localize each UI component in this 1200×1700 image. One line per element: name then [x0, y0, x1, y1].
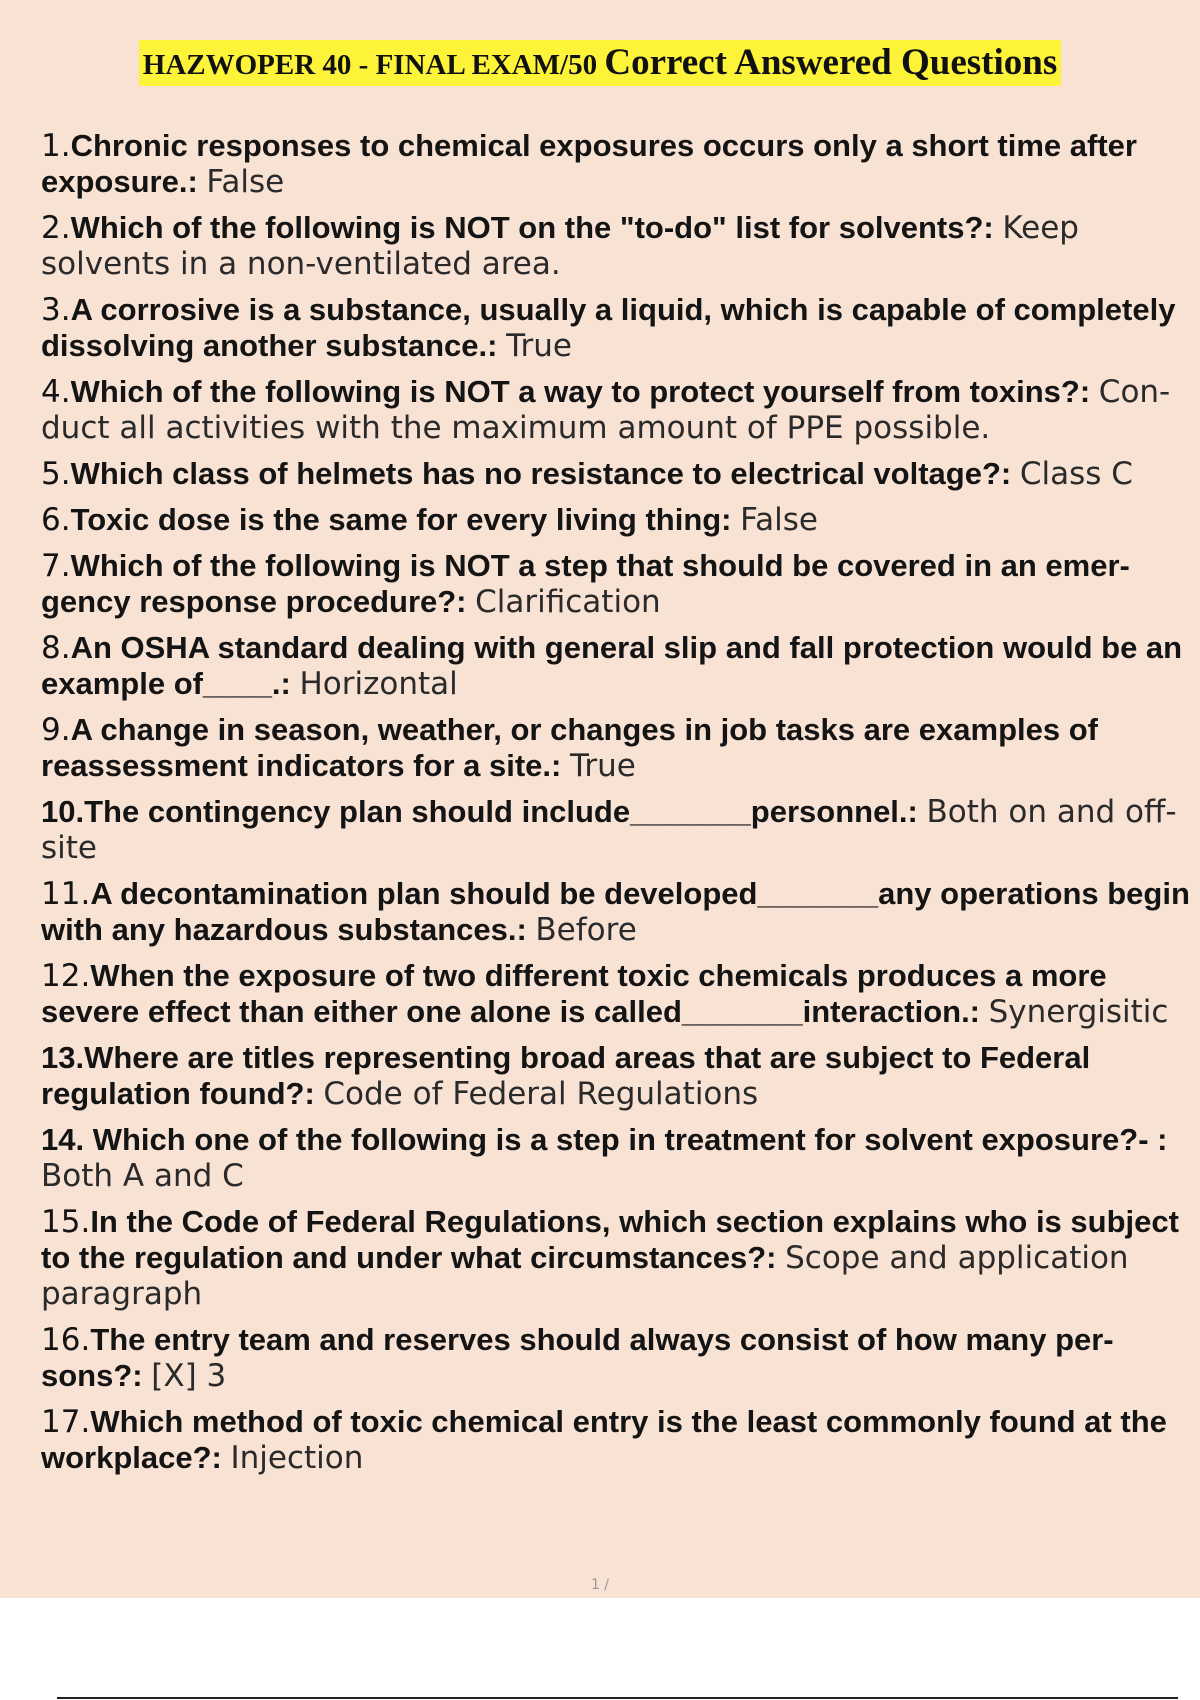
question-number: 4. — [41, 374, 71, 410]
question-answer: Keep solvents in a non-ventilated area. — [41, 210, 1079, 282]
question-item — [41, 1204, 1193, 1312]
title-part-1: HAZWOPER 40 - FINAL EXAM/50 — [142, 49, 605, 81]
question-answer: Injection — [230, 1440, 364, 1476]
question-item — [41, 1040, 1193, 1112]
bottom-divider — [57, 1697, 1178, 1699]
question-text: Which of the following is NOT a step that should be covered in an emer- gency response procedure?: — [41, 548, 1130, 619]
question-text: Which method of toxic chemical entry is the least commonly found at the workplace?: — [41, 1404, 1167, 1475]
page-number: 1 / — [590, 1577, 610, 1593]
question-text: Chronic responses to chemical exposures occurs only a short time after exposure.: — [41, 128, 1137, 199]
question-text: The entry team and reserves should always consist of how many per- sons?: — [41, 1322, 1114, 1393]
question-number: 3. — [41, 292, 71, 328]
question-number: 6. — [41, 502, 71, 538]
question-number: 15. — [41, 1204, 91, 1240]
question-text: An OSHA standard dealing with general slip and fall protection would be an example of____.: — [41, 630, 1183, 701]
question-answer: Synergisitic — [988, 994, 1169, 1030]
question-item — [41, 794, 1193, 866]
title-part-2: Correct Answered Questions — [604, 42, 1058, 83]
question-number: 13. — [41, 1040, 85, 1075]
question-item — [41, 128, 1193, 200]
question-answer: Con- duct all activities with the maximum amount of PPE possible. — [41, 374, 1171, 446]
question-item — [41, 630, 1193, 702]
question-answer: Code of Federal Regulations — [323, 1076, 759, 1112]
question-item — [41, 712, 1193, 784]
question-answer: Class C — [1019, 456, 1133, 492]
question-text: A corrosive is a substance, usually a liquid, which is capable of completely dissolving another substance.: — [41, 292, 1176, 363]
question-answer: True — [569, 748, 636, 784]
question-answer: Scope and application paragraph — [41, 1240, 1129, 1312]
question-number: 12. — [41, 958, 91, 994]
question-item — [41, 456, 1193, 492]
question-item — [41, 210, 1193, 282]
question-number: 5. — [41, 456, 71, 492]
question-number: 7. — [41, 548, 71, 584]
question-item — [41, 1122, 1193, 1194]
question-answer: Horizontal — [299, 666, 458, 702]
question-answer: [X] 3 — [151, 1358, 227, 1394]
question-item — [41, 876, 1193, 948]
question-number: 9. — [41, 712, 71, 748]
question-number: 1. — [41, 128, 71, 164]
question-text: Where are titles representing broad areas that are subject to Federal regulation found?: — [41, 1040, 1091, 1111]
question-item — [41, 1404, 1193, 1476]
question-number: 10. — [41, 794, 85, 829]
question-text: A decontamination plan should be developed_______any operations begin with any hazardous substances.: — [41, 876, 1190, 947]
question-number: 2. — [41, 210, 71, 246]
question-answer: Before — [535, 912, 637, 948]
question-text: Which of the following is NOT a way to protect yourself from toxins?: — [70, 374, 1099, 409]
question-number: 14. — [41, 1122, 85, 1157]
question-list — [41, 128, 1193, 1486]
question-text: When the exposure of two different toxic chemicals produces a more severe effect than either one alone is called_______interaction.: — [41, 958, 1107, 1029]
question-answer: False — [740, 502, 818, 538]
question-text: In the Code of Federal Regulations, which section explains who is subject to the regulation and under what circumstances?: — [41, 1204, 1179, 1275]
question-text: A change in season, weather, or changes in job tasks are examples of reassessment indicators for a site.: — [41, 712, 1098, 783]
question-item — [41, 548, 1193, 620]
question-item — [41, 1322, 1193, 1394]
question-item — [41, 958, 1193, 1030]
question-item — [41, 292, 1193, 364]
question-number: 17. — [41, 1404, 91, 1440]
question-text: Which of the following is NOT on the "to-do" list for solvents?: — [70, 210, 1003, 245]
question-item — [41, 502, 1193, 538]
page-title — [139, 40, 1061, 86]
question-answer: True — [506, 328, 572, 364]
question-text: The contingency plan should include_______personnel.: — [84, 794, 927, 829]
question-item — [41, 374, 1193, 446]
question-answer: False — [206, 164, 285, 200]
title-row — [0, 40, 1200, 86]
question-answer: Both A and C — [41, 1158, 244, 1194]
question-number: 8. — [41, 630, 71, 666]
question-text: Which one of the following is a step in treatment for solvent exposure?- : — [84, 1122, 1168, 1157]
question-text: Toxic dose is the same for every living thing: — [70, 502, 741, 537]
question-answer: Both on and off-site — [41, 794, 1177, 866]
question-answer: Clarification — [475, 584, 661, 620]
question-text: Which class of helmets has no resistance to electrical voltage?: — [70, 456, 1020, 491]
question-number: 11. — [41, 876, 91, 912]
question-number: 16. — [41, 1322, 91, 1358]
